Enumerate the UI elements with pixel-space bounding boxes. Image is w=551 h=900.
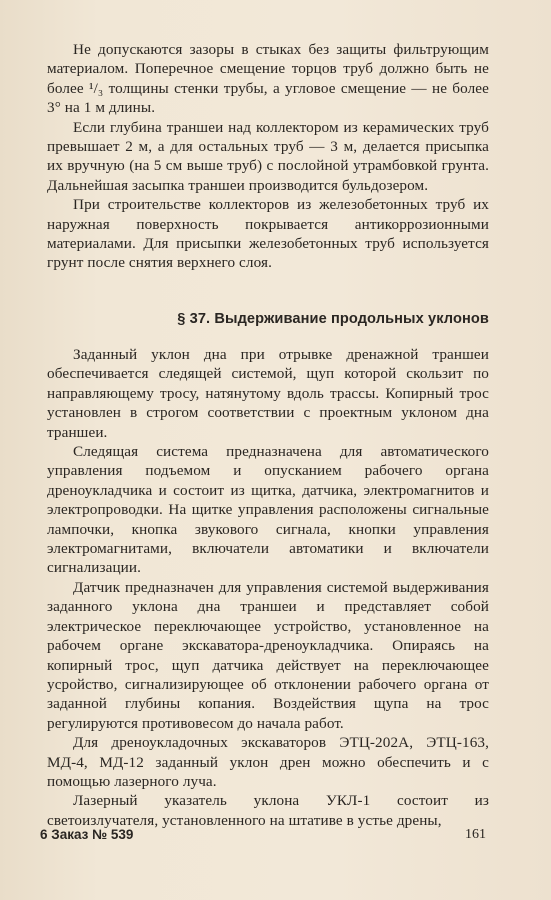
paragraph-backfill: Если глубина траншеи над коллектором из керамических труб превышает 2 м, а для остальных труб — 3 м, делается присыпка их вручную (на 5 см выше труб) с послойной утрамбовкой грунта. Дальнейшая засыпка траншеи производится бульдозером. [47,118,489,194]
paragraph-joints: Не допускаются зазоры в стыках без защиты фильтрующим материалом. Поперечное смещение торцов труб должно быть не более ¹/₃ толщины стенки трубы, а угловое смещение — не более 3° на 1 м длины. [47,41,489,117]
paragraph-slope: Заданный уклон дна при отрывке дренажной траншеи обеспечивается следящей системой, щуп которой скользит по направляющему тросу, натянутому вдоль трассы. Копирный трос установлен в строгом соответствии с проектным уклоном дна траншеи. [47,346,489,441]
paragraph-excavators: Для дреноукладочных экскаваторов ЭТЦ-202А, ЭТЦ-163, МД-4, МД-12 заданный уклон дрен можно обеспечить и с помощью лазерного луча. [47,734,489,790]
text-block-top [47,40,489,273]
paragraph-tracking-system: Следящая система предназначена для автоматического управления подъемом и опусканием рабочего органа дреноукладчика и состоит из щитка, датчика, электромагнитов и электропроводки. На щитке управления расположены сигнальные лампочки, кнопка звукового сигнала, кнопки управления электромагнитами, включатели автоматики и включатели сигнализации. [47,443,489,577]
paragraph-sensor: Датчик предназначен для управления системой выдерживания заданного уклона дна траншеи и представляет собой электрическое переключающее устройство, установленное на рабочем органе экскаватора-дреноукладчика. Опираясь на копирный трос, щуп датчика действует на переключающее усройство, сигнализирующее об отклонении рабочего органа от заданной глубины копания. Воздействия щупа на трос регулируются противовесом до начала работ. [47,578,489,732]
paragraph-concrete-pipes: При строительстве коллекторов из железобетонных труб их наружная поверхность покрывается антикоррозионными материалами. Для присыпки железобетонных труб используется грунт после снятия верхнего слоя. [47,196,489,272]
text-block-bottom [47,345,489,830]
printer-signature: 6 Заказ № 539 [40,827,134,842]
page-number: 161 [465,827,486,842]
section-heading: § 37. Выдерживание продольных уклонов [177,311,489,327]
paragraph-laser: Лазерный указатель уклона УКЛ-1 состоит из светоизлучателя, установленного на штативе в устье дрены, [47,792,489,829]
